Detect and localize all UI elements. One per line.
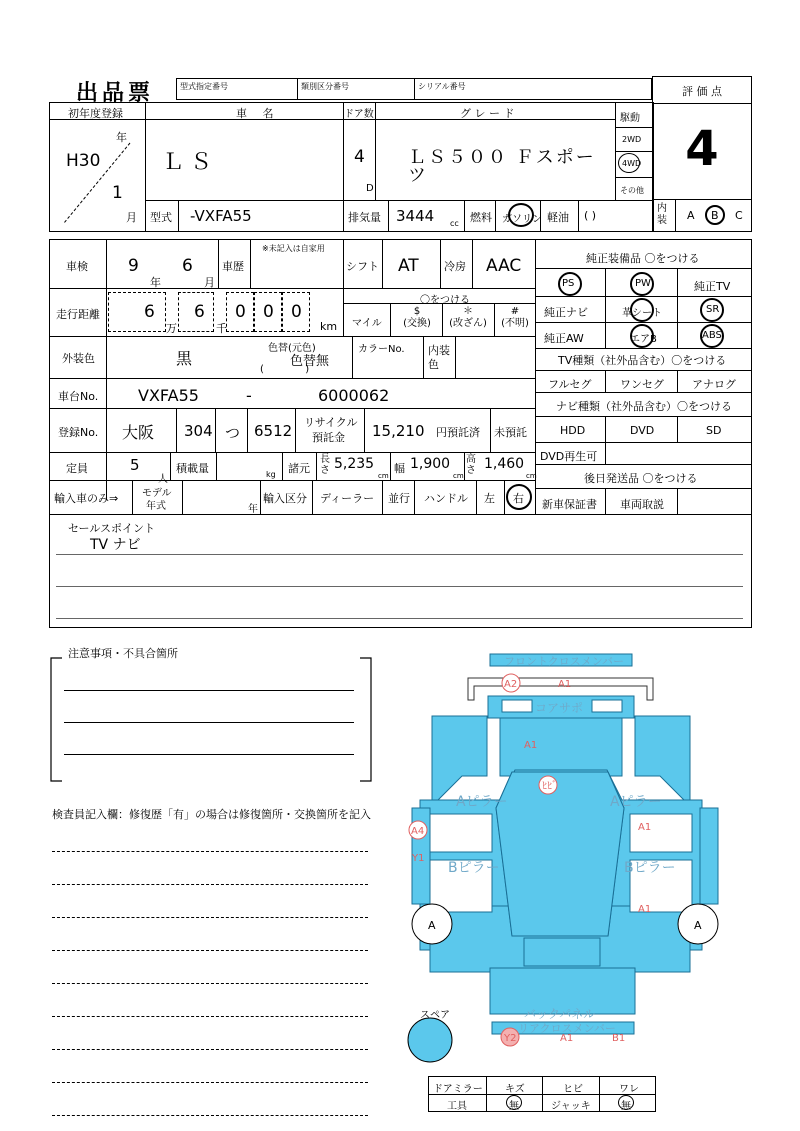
interior-grade-a: A	[687, 209, 695, 222]
handle-selected-circle	[506, 484, 532, 510]
exterior-color-value: 黒	[176, 349, 193, 368]
capacity-label: 定員	[66, 462, 88, 475]
tire-front-right-mark: A	[694, 919, 702, 932]
grade-score: 4	[685, 121, 719, 177]
inspection-year: 9	[128, 256, 139, 276]
drive-selected-circle	[618, 153, 640, 173]
dimensions-label: 諸元	[288, 462, 310, 475]
label-b-pillar-right: Bピラー	[624, 860, 676, 876]
tv-analog: アナログ	[692, 378, 736, 391]
mp-door-mirror: ドアミラー	[433, 1084, 483, 1095]
inspection-month: 6	[182, 256, 193, 276]
history-label: 車歴	[222, 260, 244, 273]
recycle-value: 15,210	[372, 422, 425, 440]
doors-value: 4	[354, 147, 365, 167]
mp-crack: ヒビ	[563, 1084, 583, 1095]
serial-number-field	[414, 78, 652, 100]
length-unit: cm	[378, 472, 389, 480]
mark-y1: Y1	[412, 853, 425, 864]
front-left-fender	[432, 716, 487, 806]
label-b-pillar-left: Bピラー	[448, 860, 500, 876]
hood-area	[500, 718, 622, 776]
interior-grade-b: B	[711, 209, 719, 222]
model-year-label-1: モデル	[142, 488, 172, 499]
shift-label: シフト	[346, 260, 379, 273]
equip-leather-circle	[630, 298, 654, 322]
mp-break: ワレ	[619, 1084, 639, 1095]
vehicle-info-block	[49, 102, 654, 232]
recycle-label-2: 預託金	[312, 431, 345, 444]
navi-sd: SD	[706, 424, 722, 437]
grade-text-label: グ レ ー ド	[460, 107, 515, 120]
drive-4wd: 4WD	[622, 159, 642, 168]
inspector-label: 検査員記入欄：修復歴「有」の場合は修復箇所・交換箇所を記入	[52, 808, 371, 821]
grade-value-line2: ツ	[408, 165, 426, 186]
mileage-flag-tampered: ＊ (改ざん)	[449, 306, 487, 329]
model-type-value: -VXFA55	[190, 207, 252, 225]
handle-label: ハンドル	[424, 492, 468, 505]
mileage-label: 走行距離	[56, 308, 100, 321]
equip-abs: ABS	[702, 330, 722, 341]
import-parallel: 並行	[388, 492, 410, 505]
mark-hibi: ﾋﾋﾞ	[542, 781, 557, 792]
exterior-color-label: 外装色	[62, 352, 95, 365]
label-a-pillar-right: Aピラー	[610, 794, 662, 810]
drive-other: その他	[620, 186, 644, 195]
equip-tv: 純正TV	[694, 280, 731, 293]
sales-point-label: セールスポイント	[68, 522, 156, 535]
inspection-month-unit: 月	[204, 276, 215, 289]
car-diagram	[400, 648, 730, 1068]
height-unit: cm	[526, 472, 537, 480]
model-type-label: 型式	[150, 211, 172, 224]
grade-value-line1: ＬＳ５００ Ｆスポー	[408, 147, 596, 168]
equip-airbag: エアB	[630, 334, 657, 345]
mp-scratch: キズ	[505, 1084, 525, 1095]
mark-b1-rear: B1	[612, 1033, 626, 1044]
registration-area: 大阪	[122, 423, 155, 442]
equipment-title: 純正装備品 〇をつける	[586, 252, 700, 265]
displacement-label: 排気量	[348, 211, 381, 224]
first-registration-era-year: H30	[66, 151, 101, 171]
equip-navi: 純正ナビ	[544, 306, 588, 319]
type-designation-field	[176, 78, 298, 100]
registration-number: 6512	[254, 422, 293, 440]
mark-a1-right-front: A1	[638, 822, 652, 833]
model-year-unit: 年	[248, 504, 258, 515]
aircon-value: AAC	[486, 256, 522, 276]
notes-line-2	[64, 722, 354, 723]
navi-type-title: ナビ種類（社外品含む）〇をつける	[556, 400, 732, 413]
interior-grade-selected-circle	[705, 205, 725, 225]
shift-value: AT	[398, 256, 419, 276]
navi-dvd-play: DVD再生可	[540, 450, 598, 463]
width-label: 幅	[394, 462, 405, 475]
tv-type-title: TV種類（社外品含む）〇をつける	[558, 354, 727, 367]
sales-point-text: TV ナビ	[90, 537, 141, 553]
color-change-label: 色替(元色)	[268, 343, 316, 354]
type-designation-label: 型式指定番号	[180, 82, 228, 91]
diagonal-slash	[60, 139, 132, 225]
mileage-digit-1	[108, 292, 166, 332]
chassis-prefix: VXFA55	[138, 386, 199, 405]
serial-number-label: シリアル番号	[418, 82, 466, 91]
width-value: 1,900	[410, 456, 451, 472]
color-no-label: カラーNo.	[358, 344, 405, 355]
fuel-light-oil: 軽油	[547, 211, 569, 224]
mark-a2-front: A2	[504, 679, 518, 690]
mark-a1-hood: A1	[524, 740, 538, 751]
mp-tools-value: 無	[509, 1101, 519, 1112]
notes-label: 注意事項・不具合箇所	[68, 647, 178, 660]
interior-grade-c: C	[735, 209, 743, 222]
mileage-sen-unit: 千	[216, 322, 227, 335]
history-note: ※未記入は自家用	[262, 244, 325, 253]
label-spare: スペア	[420, 1010, 450, 1021]
equip-sr-circle	[700, 298, 724, 322]
right-rocker	[700, 808, 718, 904]
registration-label: 登録No.	[58, 426, 99, 439]
grade-box	[652, 76, 752, 232]
missing-parts-table	[428, 1076, 656, 1112]
label-core-support: コアサポ	[535, 701, 584, 715]
interior-color-label: 内装色	[428, 344, 450, 371]
label-front-cross-member: フロントクロスメンバー	[504, 655, 625, 668]
color-change-value: 色替無	[290, 354, 330, 369]
mileage-digit-3-value: 0	[235, 302, 246, 322]
equip-pw: PW	[635, 278, 651, 289]
recycle-label-1: リサイクル	[304, 416, 358, 429]
doors-label: ドア数	[344, 109, 374, 120]
chassis-number: 6000062	[318, 386, 390, 405]
car-name-label: 車 名	[236, 107, 280, 120]
mileage-flag-exchanged: $ (交換)	[403, 306, 431, 329]
capacity-value: 5	[130, 456, 140, 474]
later-warranty: 新車保証書	[542, 498, 597, 511]
grade-label: 評 価 点	[682, 85, 722, 98]
first-registration-month: 1	[112, 183, 123, 203]
drive-label: 駆動	[620, 113, 640, 124]
equip-leather: 革シート	[622, 308, 662, 319]
mileage-digit-2-value: 6	[194, 302, 205, 322]
notes-bracket	[48, 655, 376, 785]
equip-sr: SR	[706, 304, 720, 315]
equip-aw: 純正AW	[544, 332, 584, 345]
category-number-label: 類別区分番号	[301, 82, 349, 91]
equip-ps: PS	[562, 278, 575, 289]
equip-ps-circle	[558, 272, 582, 296]
equip-abs-circle	[700, 324, 724, 348]
length-label: 長さ	[320, 454, 330, 476]
mileage-unit: km	[320, 320, 338, 333]
displacement-value: 3444	[396, 207, 435, 225]
notes-line-1	[64, 690, 354, 691]
handle-right: 右	[513, 492, 524, 505]
handle-left: 左	[484, 492, 495, 505]
fuel-selected-circle	[508, 203, 534, 227]
aircon-label: 冷房	[444, 260, 466, 273]
mp-jack-value: 無	[621, 1101, 631, 1112]
mark-a1-right-rear: A1	[638, 904, 652, 915]
chassis-dash: -	[246, 386, 252, 405]
mileage-flags-label: 〇をつける	[420, 295, 470, 306]
mp-tools: 工具	[447, 1101, 467, 1112]
later-manual: 車両取説	[620, 498, 664, 511]
load-label: 積載量	[176, 462, 209, 475]
load-unit: kg	[266, 470, 276, 479]
chassis-label: 車台No.	[58, 390, 99, 403]
notes-line-3	[64, 754, 354, 755]
tv-fullseg: フルセグ	[548, 378, 592, 391]
label-a-pillar-left: Aピラー	[456, 794, 508, 810]
later-shipping-title: 後日発送品 〇をつける	[584, 472, 698, 485]
label-back-panel: バックパネル	[524, 1007, 596, 1021]
mileage-flag-unknown: # (不明)	[501, 306, 529, 329]
mark-y2: Y2	[504, 1033, 517, 1044]
registration-class: 304	[184, 422, 213, 440]
first-registration-label: 初年度登録	[68, 107, 123, 120]
interior-grade-label: 内装	[657, 203, 667, 226]
page-title: 出品票	[76, 81, 155, 106]
height-value: 1,460	[484, 456, 525, 472]
mark-a1-rear: A1	[560, 1033, 574, 1044]
tire-front-left-mark: A	[428, 919, 436, 932]
fuel-label: 燃料	[470, 211, 492, 224]
category-number-field	[297, 78, 415, 100]
import-label: 輸入車のみ⇒	[54, 492, 119, 505]
displacement-unit: cc	[450, 219, 459, 228]
details-block	[49, 239, 752, 628]
fuel-gasoline: ガソリン	[502, 214, 542, 225]
mileage-man-unit: 万	[166, 322, 177, 335]
fuel-other-paren: ( )	[584, 209, 597, 222]
doors-type: D	[366, 183, 374, 194]
mileage-digit-4-value: 0	[263, 302, 274, 322]
length-value: 5,235	[334, 456, 375, 472]
front-right-fender	[635, 716, 690, 806]
equip-airbag-circle	[630, 324, 654, 348]
tv-oneseg: ワンセグ	[620, 378, 664, 391]
mileage-digit-5-value: 0	[291, 302, 302, 322]
label-rear-cross-member: リアクロスメンバー	[518, 1022, 616, 1035]
registration-kana: つ	[225, 424, 241, 442]
mileage-flag-mile: マイル	[352, 318, 382, 329]
first-registration-year-unit: 年	[116, 131, 127, 144]
mark-a4: A4	[411, 826, 425, 837]
mark-a1-front: A1	[558, 679, 572, 690]
recycle-unit: 円預託済	[436, 426, 480, 439]
car-name-value: ＬＳ	[162, 150, 219, 175]
mp-jack: ジャッキ	[551, 1101, 591, 1112]
inspection-label: 車検	[66, 260, 88, 273]
inspection-year-unit: 年	[150, 276, 161, 289]
navi-hdd: HDD	[560, 424, 586, 437]
mp-jack-circle	[618, 1095, 634, 1110]
recycle-unpaid: 未預託	[494, 426, 527, 439]
mileage-digit-1-value: 6	[144, 302, 155, 322]
mp-tools-circle	[506, 1095, 522, 1110]
width-unit: cm	[453, 472, 464, 480]
import-category-label: 輸入区分	[263, 492, 307, 505]
height-label: 高さ	[466, 454, 476, 476]
import-dealer: ディーラー	[320, 492, 375, 505]
color-change-paren: ( )	[260, 364, 310, 375]
model-year-label-2: 年式	[146, 501, 166, 512]
first-registration-month-unit: 月	[126, 211, 137, 224]
capacity-unit: 人	[158, 474, 168, 485]
equip-pw-circle	[630, 272, 654, 296]
navi-dvd: DVD	[630, 424, 655, 437]
drive-2wd: 2WD	[622, 135, 642, 144]
